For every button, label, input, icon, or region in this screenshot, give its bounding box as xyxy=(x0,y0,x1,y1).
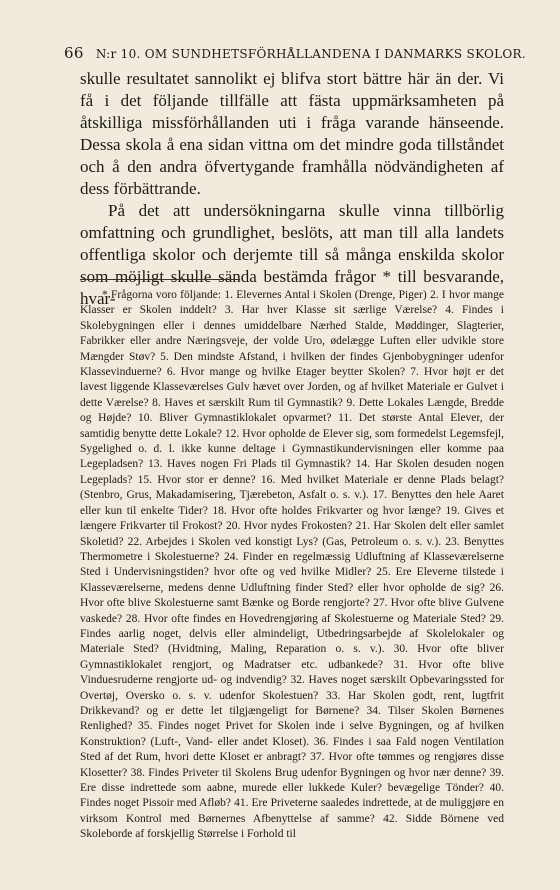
page-header xyxy=(64,44,527,62)
body-paragraph-1: skulle resultatet sannolikt ej blifva stort bättre här än der. Vi få i det följande tillfälle att fästa uppmärksamheten på åtskilliga missförhållanden uti i fråga varande hänseende. Dessa skola å ena sidan vittna om det mindre goda tillståndet och å den andra öfvertygande framhålla nödvändigheten af dess förbättrande. xyxy=(80,69,504,198)
page-number: 66 xyxy=(64,44,84,62)
footnote: * Frågorna voro följande: 1. Elevernes Antal i Skolen (Drenge, Piger) 2. I hvor mange Klasser er Skolen inddelt? 3. Har hver Klasse sit særlige Værelse? 4. Findes i Skolebygningen eller i dennes umiddelbare Nærhed Stalde, Møddinger, Slagterier, Fabrikker eller andre Næringsveje, der volde Uro, ødelægge Luften eller udvikle store Mængder Støv? 5. Den mindste Afstand, i hvilken der findes Gjenbobygninger udenfor Klassevinduerne? 6. Hvor mange og hvilke Etager beytter Skolen? 7. Hvor højt er det lavest liggende Klasseværelses Gulv hævet over Jorden, og af hvilket Materiale er Gulvet i dette Værelse? 8. Haves et særskilt Rum til Gymnastik? 9. Dette Lokales Længde, Bredde og Højde? 10. Bliver Gymnastiklokalet opvarmet? 11. Det største Antal Elever, der samtidig benytte dette Lokale? 12. Hvor opholde de Elever sig, som formedelst Legemsfejl, Sygelighed o. d. l. ikke kunne deltage i Gymnastikundervisningen eller komme paa Legepladsen? 13. Haves nogen Fri Plads til Gymnastik? 14. Har Skolen desuden nogen Legeplads? 15. Hvor stor er denne? 16. Med hvilket Materiale er denne Plads belagt? (Stenbro, Grus, Makadamisering, Tjærebeton, Asfalt o. s. v.). 17. Benyttes den hele Aaret eller kun til enkelte Tider? 18. Hvor ofte holdes Frikvarter og hvor længe? 19. Gives et længere Frikvarter til Frokost? 20. Hvor nydes Frokosten? 21. Har Skolen delt eller samlet Skoletid? 22. Arbejdes i Skolen ved konstigt Lys? (Gas, Petroleum o. s. v.). 23. Benyttes Thermometre i Skolestuerne? 24. Finder en regelmæssig Udluftning af Klasseværelserne Sted i Undervisningstiden? hvor ofte og ved hvilke Midler? 25. Ere Eleverne tilstede i Klasseværelserne, medens denne Udluftning finder Sted? eller hvor opholde de sig? 26. Hvor ofte blive Skolestuerne samt Bænke og Borde rengjorte? 27. Hvor ofte blive Gulvene vaskede? 28. Hvor ofte findes en Hovedrengjøring af Skolestuerne og Materiale Sted? 29. Findes aarlig noget, delvis eller almindeligt, Utbedringsarbejde af Skolelokaler og Materiale Sted? (Hvidtning, Maling, Reparation o. s. v.). 30. Hvor ofte bliver Gymnastiklokalet rengjort, og Madratser etc. udbankede? 31. Hvor ofte blive Vinduesruderne rengjorte ud- og indvendig? 32. Haves noget særskilt Opbevaringssted for Overtøj, Oversko o. s. v. udenfor Skolestuen? 33. Har Skolen godt, rent, lugtfrit Drikkevand? og er dette let tilgjængeligt for Børnene? 34. Tilser Skolen Børnenes Renlighed? 35. Findes noget Privet for Skolen inde i selve Bygningen, og af hvilken Konstruktion? (Luft-, Vand- eller andet Kloset). 36. Findes i saa Fald nogen Ventilation Sted af det Rum, hvori dette Kloset er anbragt? 37. Hvor ofte tømmes og rengjøres disse Klosetter? 38. Findes Priveter til Skolens Brug udenfor Bygningen og hvor nær denne? 39. Ere disse indrettede som aabne, murede eller lukkede Kuler? bevægelige Tönder? 40. Findes noget Pissoir med Afløb? 41. Ere Priveterne saaledes indrettede, at de muliggjøre en virksom Kontrol med Børnernes Afbenyttelse af samme? 42. Sidde Börnene ved Skoleborde af forskjellig Størrelse i Forhold til xyxy=(80,289,504,841)
running-title: N:r 10. OM SUNDHETSFÖRHÅLLANDENA I DANMARKS SKOLOR. xyxy=(95,47,527,61)
main-text xyxy=(80,68,504,310)
body-paragraph-2: På det att undersökningarna skulle vinna tillbörlig omfattning och grundlighet, beslöts, att man till alla landets offentliga skolor och derjemte till så många enskilda skolor som möjligt skulle sända bestämda frågor * till besvarande, hvar- xyxy=(80,201,504,308)
footnote-rule xyxy=(80,279,240,280)
